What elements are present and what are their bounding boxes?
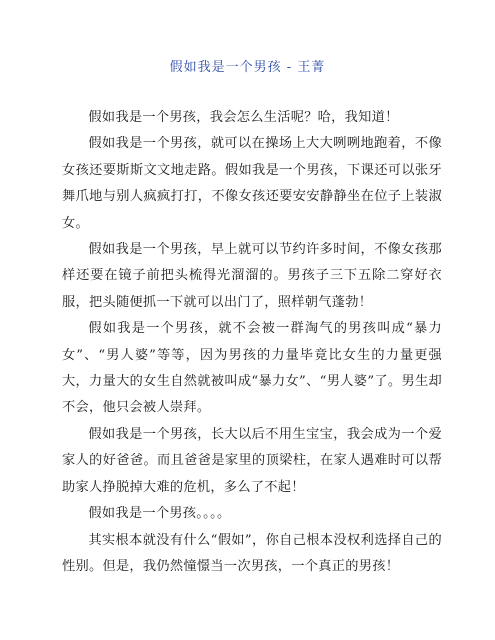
paragraph: 其实根本就没有什么“假如”，你自己根本没权利选择自己的性别。但是，我仍然憧憬当一次男孩，一个真正的男孩！	[62, 532, 442, 574]
paragraph: 假如我是一个男孩，就不会被一群淘气的男孩叫成“暴力女”、“男人婆”等等，因为男孩的力量毕竟比女生的力量更强大，力量大的女生自然就被叫成“暴力女”、“男人婆”了。男生却不会，他只会被人崇拜。	[62, 321, 442, 416]
paragraph: 假如我是一个男孩，早上就可以节约许多时间，不像女孩那样还要在镜子前把头梳得光溜溜的。男孩子三下五除二穿好衣服，把头随便抓一下就可以出门了，照样朝气蓬勃！	[62, 242, 442, 310]
paragraph: 假如我是一个男孩。。。。	[88, 506, 231, 522]
paragraph: 假如我是一个男孩，我会怎么生活呢？哈，我知道！	[88, 110, 399, 125]
document-body	[62, 105, 442, 580]
document-title: 假如我是一个男孩 - 王菁	[169, 60, 326, 75]
paragraph: 假如我是一个男孩，长大以后不用生宝宝，我会成为一个爱家人的好爸爸。而且爸爸是家里的顶梁柱，在家人遇难时可以帮助家人挣脱掉大难的危机，多么了不起！	[62, 426, 442, 495]
paragraph: 假如我是一个男孩，就可以在操场上大大咧咧地跑着，不像女孩还要斯斯文文地走路。假如我是一个男孩，下课还可以张牙舞爪地与别人疯疯打打，不像女孩还要安安静静坐在位子上装淑女。	[62, 136, 442, 231]
